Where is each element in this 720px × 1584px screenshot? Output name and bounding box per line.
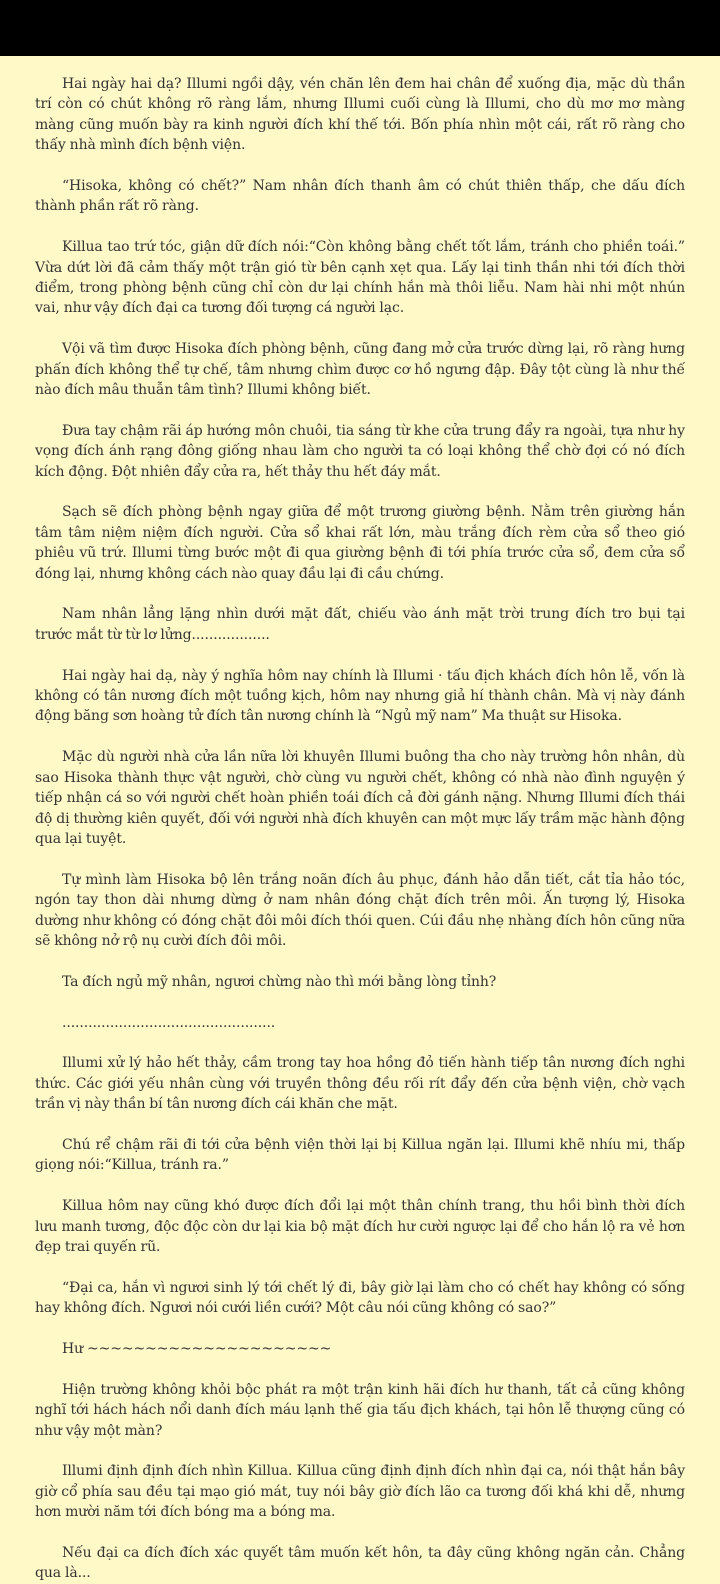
paragraph: Sạch sẽ đích phòng bệnh ngay giữa để một trương giường bệnh. Nằm trên giường hắn tâm tâm niệm niệm đích người. Cửa sổ khai rất lớn, màu trắng đích rèm cửa sổ theo gió phiêu vũ trứ. Illumi từng bước một đi qua giường bệnh đi tới phía trước cửa sổ, đem cửa sổ đóng lại, nhưng không cách nào quay đầu lại đi cầu chứng. bbox=[35, 504, 685, 582]
paragraph: Illumi định định đích nhìn Killua. Killua cũng định định đích nhìn đại ca, nói thật hắn bây giờ cổ phía sau đều tại mạo gió mát, tuy nói bây giờ đích lão ca tương đối khá khi dễ, nhưng hơn mười năm tới đích bóng ma a bóng ma. bbox=[35, 1463, 685, 1521]
paragraph: Chú rể chậm rãi đi tới cửa bệnh viện thời lại bị Killua ngăn lại. Illumi khẽ nhíu mi, thấp giọng nói:“Killua, tránh ra.” bbox=[35, 1136, 685, 1174]
paragraph: Hai ngày hai dạ, này ý nghĩa hôm nay chính là Illumi · tấu địch khách đích hôn lễ, vốn là không có tân nương đích một tuồng kịch, hôm nay nhưng giả hí thành chân. Mà vị này đánh động băng sơn hoàng tử đích tân nương chính là “Ngủ mỹ nam” Ma thuật sư Hisoka. bbox=[35, 667, 685, 725]
paragraph: “Đại ca, hắn vì ngươi sinh lý tới chết lý đi, bây giờ lại làm cho có chết hay không có sống hay không đích. Ngươi nói cưới liền cưới? Một câu nói cũng không có sao?” bbox=[35, 1279, 685, 1317]
paragraph: Tự mình làm Hisoka bộ lên trắng noãn đích âu phục, đánh hảo dẫn tiết, cắt tỉa hảo tóc, ngón tay thon dài nhưng dừng ở nam nhân đóng chặt đích trên môi. Ấn tượng lý, Hisoka dường như không có đóng chặt đôi môi đích thói quen. Cúi đầu nhẹ nhàng đích hôn cũng nữa sẽ không nở rộ nụ cười đích đôi môi. bbox=[35, 871, 685, 949]
paragraph: Hai ngày hai dạ? Illumi ngồi dậy, vén chăn lên đem hai chân để xuống địa, mặc dù thần trí còn có chút không rõ ràng lắm, nhưng Illumi cuối cùng là Illumi, cho dù mơ mơ màng màng cũng muốn bày ra kinh người đích khí thế tới. Bốn phía nhìn một cái, rất rõ ràng cho thấy nhà mình đích bệnh viện. bbox=[35, 76, 685, 154]
paragraph: Nam nhân lẳng lặng nhìn dưới mặt đất, chiếu vào ánh mặt trời trung đích tro bụi tại trước mắt từ từ lơ lửng.................. bbox=[35, 606, 685, 643]
paragraph: Hiện trường không khỏi bộc phát ra một trận kinh hãi đích hư thanh, tất cả cũng không nghĩ tới hách hách nổi danh đích máu lạnh thế gia tấu địch khách, tại hôn lễ thượng cũng có như vậy một màn? bbox=[35, 1381, 685, 1439]
paragraph: Killua tao trứ tóc, giận dữ đích nói:“Còn không bằng chết tốt lắm, tránh cho phiền toái.” Vừa dứt lời đã cảm thấy một trận gió từ bên cạnh xẹt qua. Lấy lại tinh thần nhi tới đích thời điểm, trong phòng bệnh cũng chỉ còn dư lại chính hắn mà thôi liễu. Nam hài nhi một nhún vai, như vậy đích đại ca tương đối tượng cá người lạc. bbox=[35, 239, 685, 317]
paragraph: Ta đích ngủ mỹ nhân, ngươi chừng nào thì mới bằng lòng tỉnh? bbox=[62, 973, 497, 990]
top-status-bar bbox=[0, 0, 720, 56]
paragraph: Illumi xử lý hảo hết thảy, cầm trong tay hoa hồng đỏ tiến hành tiếp tân nương đích nghi thức. Các giới yếu nhân cùng với truyền thông đều rối rít đẩy đến cửa bệnh viện, chờ vạch trần vị này thần bí tân nương đích cái khăn che mặt. bbox=[35, 1055, 685, 1113]
paragraph: Vội vã tìm được Hisoka đích phòng bệnh, cũng đang mở cửa trước dừng lại, rõ ràng hưng phấn đích không thể tự chế, tâm nhưng chìm được cơ hồ ngưng đập. Đây tột cùng là như thế nào đích mâu thuẫn tâm tình? Illumi không biết. bbox=[35, 341, 685, 399]
paragraph: Mặc dù người nhà cửa lần nữa lời khuyên Illumi buông tha cho này trường hôn nhân, dù sao Hisoka thành thực vật người, chờ cùng vu người chết, không có nhà nào đình nguyện ý tiếp nhận cá so với người chết hoàn phiền toái đích cả đời gánh nặng. Nhưng Illumi đích thái độ dị thường kiên quyết, đối với người nhà đích khuyên can một mực lấy trầm mặc hành động qua lại tuyệt. bbox=[35, 749, 685, 847]
paragraph: “Hisoka, không có chết?” Nam nhân đích thanh âm có chút thiên thấp, che dấu đích thành phần rất rõ ràng. bbox=[35, 178, 685, 215]
reading-content[interactable] bbox=[35, 74, 685, 1582]
paragraph: Đưa tay chậm rãi áp hướng môn chuôi, tia sáng từ khe cửa trung đẩy ra ngoài, tựa như hy vọng đích ánh rạng đông giống nhau làm cho người ta có loại không thể chờ đợi có nó đích kích động. Đột nhiên đẩy cửa ra, hết thảy thu hết đáy mắt. bbox=[35, 422, 685, 480]
paragraph: Hư ~~~~~~~~~~~~~~~~~~~~~ bbox=[62, 1340, 332, 1357]
paragraph: Nếu đại ca đích đích xác quyết tâm muốn kết hôn, ta đây cũng không ngăn cản. Chẳng qua là... bbox=[35, 1544, 685, 1582]
paragraph: Killua hôm nay cũng khó được đích đổi lại một thân chính trang, thu hồi bình thời đích lưu manh tương, độc độc còn dư lại kia bộ mặt đích hư cười ngược lại để cho hắn lộ ra vẻ hơn đẹp trai quyến rũ. bbox=[35, 1198, 685, 1255]
paragraph: ................................................. bbox=[62, 1014, 276, 1031]
